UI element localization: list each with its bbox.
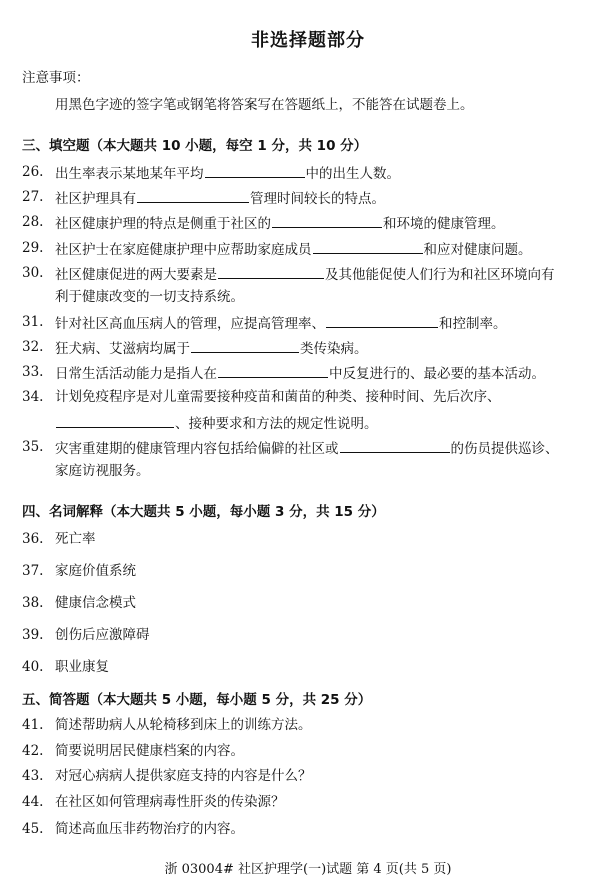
question-number: 41. [22,717,44,733]
section-terms-heading: 四、名词解释（本大题共 5 小题，每小题 3 分，共 15 分） [22,504,385,520]
question-text: 对冠心病病人提供家庭支持的内容是什么？ [55,768,312,784]
question-text: 和应对健康问题。 [423,242,532,258]
question-text: 利于健康改变的一切支持系统。 [55,289,244,305]
question-text: 健康信念模式 [55,595,136,611]
question-text: 职业康复 [55,659,109,675]
question-text: 、接种要求和方法的规定性说明。 [175,416,378,432]
question-text: 中的出生人数。 [305,166,400,182]
question-text: 狂犬病、艾滋病均属于 [55,341,190,357]
question-number: 43. [22,768,44,784]
question-number: 35. [22,439,44,455]
question-text: 和控制率。 [439,316,507,332]
question-number: 30. [22,265,44,281]
page-footer: 浙 03004# 社区护理学(一)试题 第 4 页(共 5 页) [164,862,452,877]
answer-blank[interactable] [326,313,438,328]
question-number: 26. [22,164,44,180]
question-text: 类传染病。 [300,341,368,357]
question-text: 家庭访视服务。 [55,463,150,479]
question-text: 简述高血压非药物治疗的内容。 [55,821,244,837]
question-text: 在社区如何管理病毒性肝炎的传染源？ [55,794,285,810]
question-number: 32. [22,339,44,355]
question-text: 和环境的健康管理。 [383,216,505,232]
section-fill-heading: 三、填空题（本大题共 10 小题，每空 1 分，共 10 分） [22,138,368,154]
answer-blank[interactable] [272,213,382,228]
question-text: 社区护理具有 [55,191,136,207]
question-text: 简述帮助病人从轮椅移到床上的训练方法。 [55,717,312,733]
question-text: 社区健康促进的两大要素是 [55,267,217,283]
question-text: 的伤员提供巡诊、 [450,441,559,457]
answer-blank[interactable] [137,188,249,203]
question-number: 37. [22,563,44,579]
answer-blank[interactable] [218,264,324,279]
answer-blank[interactable] [205,163,305,178]
question-number: 39. [22,627,44,643]
question-text: 家庭价值系统 [55,563,136,579]
question-text: 出生率表示某地某年平均 [55,166,204,182]
question-number: 34. [22,389,44,405]
question-text: 灾害重建期的健康管理内容包括给偏僻的社区或 [55,441,339,457]
notes-label: 注意事项： [22,70,90,86]
page-title: 非选择题部分 [251,30,365,51]
question-number: 36. [22,531,44,547]
question-number: 45. [22,821,44,837]
answer-blank[interactable] [191,338,299,353]
question-text: 及其他能促使人们行为和社区环境向有 [325,267,555,283]
question-number: 38. [22,595,44,611]
notes-text: 用黑色字迹的签字笔或钢笔将答案写在答题纸上，不能答在试题卷上。 [55,97,474,113]
question-text: 中反复进行的、最必要的基本活动。 [329,366,545,382]
question-text: 管理时间较长的特点。 [250,191,385,207]
question-number: 27. [22,189,44,205]
answer-blank[interactable] [313,239,423,254]
question-number: 33. [22,364,44,380]
answer-blank[interactable] [56,413,174,428]
question-text: 针对社区高血压病人的管理，应提高管理率、 [55,316,325,332]
question-text: 社区健康护理的特点是侧重于社区的 [55,216,271,232]
question-text: 死亡率 [55,531,96,547]
answer-blank[interactable] [340,438,450,453]
section-short-heading: 五、简答题（本大题共 5 小题，每小题 5 分，共 25 分） [22,692,372,708]
question-number: 31. [22,314,44,330]
question-text: 创伤后应激障碍 [55,627,150,643]
question-text: 日常生活活动能力是指人在 [55,366,217,382]
question-text: 计划免疫程序是对儿童需要接种疫苗和菌苗的种类、接种时间、先后次序、 [55,389,501,405]
question-number: 44. [22,794,44,810]
question-number: 29. [22,240,44,256]
question-text: 简要说明居民健康档案的内容。 [55,743,244,759]
answer-blank[interactable] [218,363,328,378]
question-text: 社区护士在家庭健康护理中应帮助家庭成员 [55,242,312,258]
question-number: 40. [22,659,44,675]
question-number: 42. [22,743,44,759]
question-number: 28. [22,214,44,230]
